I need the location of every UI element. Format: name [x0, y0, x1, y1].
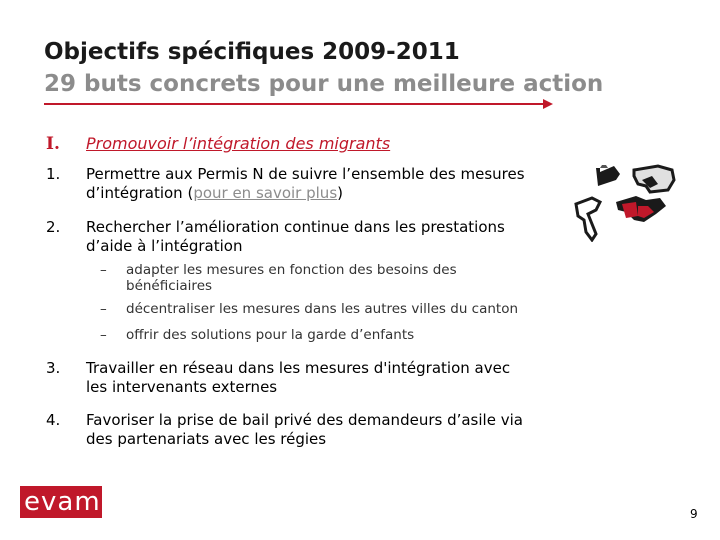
- list-item-number: 4.: [46, 411, 61, 429]
- list-item: [86, 359, 510, 397]
- sub-list-item: [100, 301, 518, 317]
- list-item-line: des partenariats avec les régies: [86, 430, 327, 448]
- list-item: [86, 218, 505, 256]
- section-number: I.: [46, 134, 60, 154]
- sub-list-item-line: bénéficiaires: [126, 278, 213, 294]
- sub-list-item: [100, 262, 457, 278]
- sub-list-item-line: décentraliser les mesures dans les autres villes du canton: [126, 301, 519, 317]
- list-item-number: 2.: [46, 218, 61, 236]
- sub-dash: –: [100, 301, 107, 317]
- list-item-line: d’aide à l’intégration: [86, 237, 243, 255]
- page-title: Objectifs spécifiques 2009-2011: [44, 39, 460, 65]
- puzzle-pieces-icon: [570, 162, 680, 242]
- list-item-text: d’intégration (: [86, 184, 194, 202]
- list-item: [86, 411, 523, 449]
- sub-list-item-line: offrir des solutions pour la garde d’enfants: [126, 327, 415, 343]
- page-number: 9: [690, 507, 698, 521]
- list-item-text: ): [337, 184, 343, 202]
- logo-text: evam: [24, 487, 101, 517]
- list-item-line: Permettre aux Permis N de suivre l’ensemble des mesures: [86, 165, 525, 183]
- sub-list-item-line: adapter les mesures en fonction des besoins des: [126, 262, 457, 278]
- evam-logo: [20, 486, 102, 518]
- sub-dash: –: [100, 327, 107, 343]
- list-item-number: 3.: [46, 359, 61, 377]
- title-rule-arrow: [543, 99, 553, 109]
- list-item-line: les intervenants externes: [86, 378, 278, 396]
- sub-dash: –: [100, 262, 107, 278]
- page-subtitle: 29 buts concrets pour une meilleure action: [44, 71, 604, 97]
- title-rule: [44, 103, 544, 105]
- section-title: Promouvoir l’intégration des migrants: [86, 134, 391, 153]
- more-info-link[interactable]: pour en savoir plus: [193, 184, 338, 202]
- list-item-line: Rechercher l’amélioration continue dans les prestations: [86, 218, 505, 236]
- list-item-line: Travailler en réseau dans les mesures d'intégration avec: [86, 359, 511, 377]
- list-item-number: 1.: [46, 165, 61, 183]
- list-item-line: Favoriser la prise de bail privé des demandeurs d’asile via: [86, 411, 523, 429]
- list-item: [86, 165, 525, 203]
- sub-list-item: [100, 327, 414, 343]
- list-item-line: [86, 184, 525, 203]
